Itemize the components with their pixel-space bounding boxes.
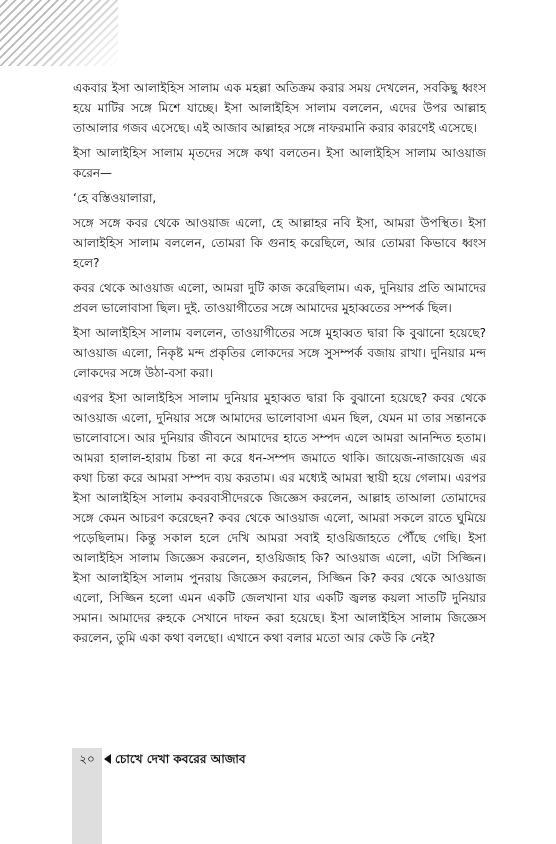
paragraph-5: কবর থেকে আওয়াজ এলো, আমরা দুটি কাজ করেছিলাম। এক, দুনিয়ার প্রতি আমাদের প্রবল ভালোবাসা ছিল। দুই. তাওয়াগীতের সঙ্গে আমাদের মুহাব্বতের সম্পর্ক ছিল। [73, 281, 486, 315]
paragraph-2: ইসা আলাইহিস সালাম মৃতদের সঙ্গে কথা বলতেন। ইসা আলাইহিস সালাম আওয়াজ করেন— [73, 146, 486, 180]
paragraph-4: সঙ্গে সঙ্গে কবর থেকে আওয়াজ এলো, হে আল্লাহর নবি ইসা, আমরা উপস্থিত। ইসা আলাইহিস সালাম বললেন, তোমরা কি গুনাহ করেছিলে, আর তোমরা কিভাবে ধ্বংস হলে? [73, 216, 486, 270]
paragraph-1: একবার ইসা আলাইহিস সালাম এক মহল্লা অতিক্রম করার সময় দেখলেন, সবকিছু ধ্বংস হয়ে মাটির সঙ্গে মিশে যাচ্ছে। ইসা আলাইহিস সালাম বললেন, এদের উপর আল্লাহ তাআলার গজব এসেছে। এই আজাব আল্লাহর সঙ্গে নাফরমানি করার কারণেই এসেছে। [73, 81, 486, 135]
triangle-left-icon [104, 754, 111, 764]
paragraph-6: ইসা আলাইহিস সালাম বললেন, তাওয়াগীতের সঙ্গে মুহাব্বত দ্বারা কি বুঝানো হয়েছে? আওয়াজ এলো, নিকৃষ্ট মন্দ প্রকৃতির লোকদের সঙ্গে সুসম্পর্ক বজায় রাখা। দুনিয়ার মন্দ লোকদের সঙ্গে উঠা-বসা করা। [73, 326, 486, 380]
book-title: চোখে দেখা কবরের আজাব [115, 752, 246, 766]
page-number: ২০ [79, 752, 95, 766]
page-body [73, 78, 486, 653]
paragraph-3: ‘হে বস্তিওয়ালারা, [73, 191, 157, 205]
corner-hatch-decoration [0, 0, 118, 66]
paragraph-7: এরপর ইসা আলাইহিস সালাম দুনিয়ার মুহাব্বত দ্বারা কি বুঝানো হয়েছে? কবর থেকে আওয়াজ এলো, দুনিয়ার সঙ্গে আমাদের ভালোবাসা এমন ছিল, যেমন মা তার সন্তানকে ভালোবাসে। আর দুনিয়ার জীবনে আমাদের হাতে সম্পদ এলে আমরা আনন্দিত হতাম। আমরা হালাল-হারাম চিন্তা না করে ধন-সম্পদ জমাতে থাকি। জায়েজ-নাজায়েজ এর কথা চিন্তা করে আমরা সম্পদ ব্যয় করতাম। এর মধ্যেই আমরা স্থায়ী হয়ে গেলাম। এরপর ইসা আলাইহিস সালাম কবরবাসীদেরকে জিজ্ঞেস করলেন, আল্লাহ তাআলা তোমাদের সঙ্গে কেমন আচরণ করেছেন? কবর থেকে আওয়াজ এলো, আমরা সকলে রাতে ঘুমিয়ে পড়েছিলাম। কিন্তু সকাল হলে দেখি আমরা সবাই হাওয়িজাহতে পৌঁছে গেছি। ইসা আলাইহিস সালাম জিজ্ঞেস করলেন, হাওয়িজাহ কি? আওয়াজ এলো, এটা সিজ্জিন। ইসা আলাইহিস সালাম পুনরায় জিজ্ঞেস করলেন, সিজ্জিন কি? কবর থেকে আওয়াজ এলো, সিজ্জিন হলো এমন একটি জেলখানা যার একটি জ্বলন্ত কয়লা সাতটি দুনিয়ার সমান। আমাদের রুহকে সেখানে দাফন করা হয়েছে। ইসা আলাইহিস সালাম জিজ্ঞেস করলেন, তুমি একা কথা বলছো। এখানে কথা বলার মতো আর কেউ কি নেই? [73, 391, 486, 645]
